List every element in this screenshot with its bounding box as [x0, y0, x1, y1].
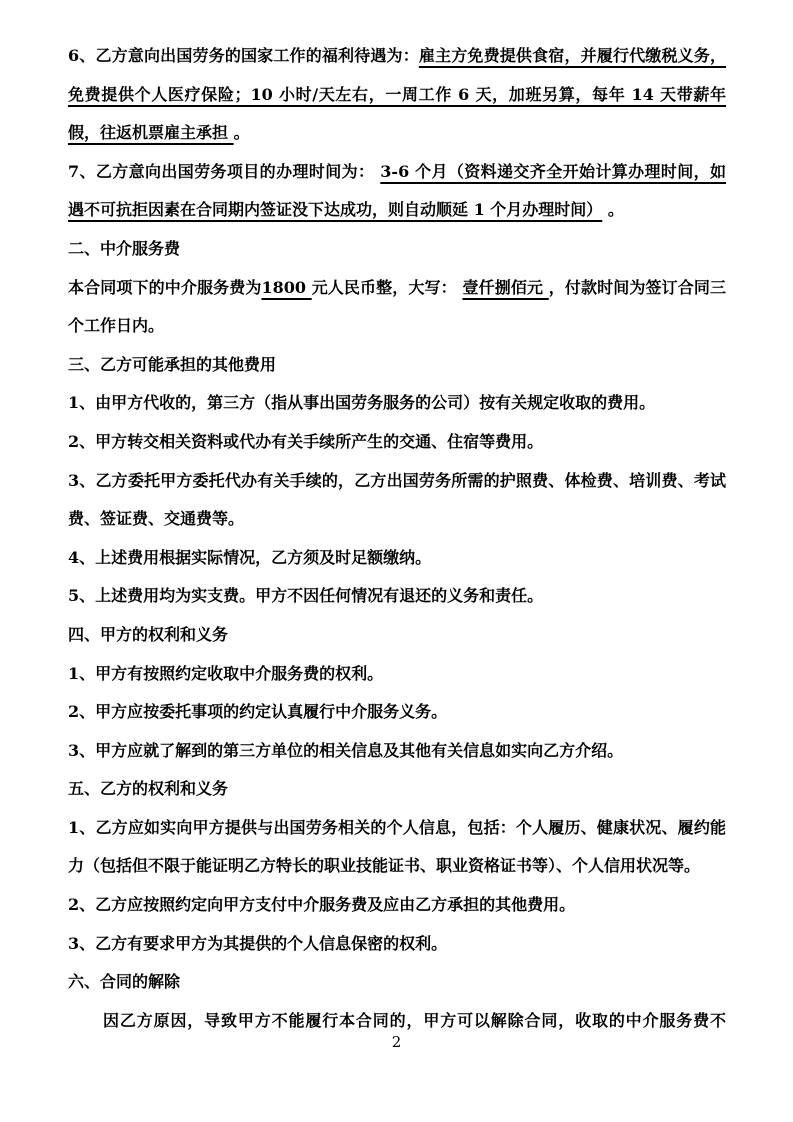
section-3-item-2: 2、甲方转交相关资料或代办有关手续所产生的交通、住宿等费用。: [68, 431, 544, 451]
service-fee-paragraph: [68, 269, 726, 346]
section-4-item-2: 2、甲方应按委托事项的约定认真履行中介服务义务。: [68, 702, 448, 722]
clause-7-processing-time: [68, 153, 726, 230]
clause-6-lead: 6、乙方意向出国劳务的国家工作的福利待遇为：: [68, 46, 419, 65]
clause-7-tail: 。: [602, 200, 624, 220]
section-5-item-1: 1、乙方应如实向甲方提供与出国劳务相关的个人信息，包括：个人履历、健康状况、履约能力（包括但不限于能证明乙方特长的职业技能证书、职业资格证书等）、个人信用状况等。: [68, 817, 726, 876]
section-4-heading: 四、甲方的权利和义务: [68, 624, 229, 644]
fee-amount: 1800: [261, 277, 312, 297]
section-3-item-4: 4、上述费用根据实际情况，乙方须及时足额缴纳。: [68, 547, 432, 567]
section-2-heading: 二、中介服务费: [68, 238, 181, 258]
fee-lead: 本合同项下的中介服务费为: [68, 277, 262, 297]
section-5-heading: 五、乙方的权利和义务: [68, 779, 229, 799]
section-3-item-1: 1、由甲方代收的，第三方（指从事出国劳务服务的公司）按有关规定收取的费用。: [68, 393, 656, 413]
fee-amount-chinese: 壹仟捌佰元: [462, 277, 549, 297]
section-3-heading: 三、乙方可能承担的其他费用: [68, 354, 277, 374]
clause-7-fill-in: 3-6 个月（资料递交齐全开始计算办理时间，如遇不可抗拒因素在合同期内签证没下达成功，则自动顺延 1 个月办理时间）: [68, 161, 726, 220]
page-number: 2: [391, 1033, 402, 1051]
contract-body: [68, 37, 726, 1040]
clause-6-fill-in: 雇主方免费提供食宿，并履行代缴税义务，免费提供个人医疗保险；10 小时/天左右，一周工作 6 天，加班另算，每年 14 天带薪年假，往返机票雇主承担: [68, 46, 726, 143]
clause-7-lead: 7、乙方意向出国劳务项目的办理时间为：: [68, 161, 381, 181]
section-5-item-3: 3、乙方有要求甲方为其提供的个人信息保密的权利。: [68, 933, 448, 953]
section-3-item-3: 3、乙方委托甲方委托代办有关手续的，乙方出国劳务所需的护照费、体检费、培训费、考试费、签证费、交通费等。: [68, 470, 726, 529]
section-4-item-3: 3、甲方应就了解到的第三方单位的相关信息及其他有关信息如实向乙方介绍。: [68, 740, 624, 760]
clause-6-benefits: [68, 37, 726, 153]
section-6-heading: 六、合同的解除: [68, 972, 181, 992]
section-4-item-1: 1、甲方有按照约定收取中介服务费的权利。: [68, 663, 384, 683]
fee-mid: 元人民币整，大写：: [311, 277, 463, 297]
section-3-item-5: 5、上述费用均为实支费。甲方不因任何情况有退还的义务和责任。: [68, 586, 544, 606]
section-5-item-2: 2、乙方应按照约定向甲方支付中介服务费及应由乙方承担的其他费用。: [68, 895, 576, 915]
section-6-paragraph: 因乙方原因，导致甲方不能履行本合同的，甲方可以解除合同，收取的中介服务费不: [103, 1010, 726, 1030]
fee-tail: ，付款时间为签订合同三个工作日内。: [68, 277, 726, 336]
clause-6-tail: 。: [233, 123, 250, 143]
